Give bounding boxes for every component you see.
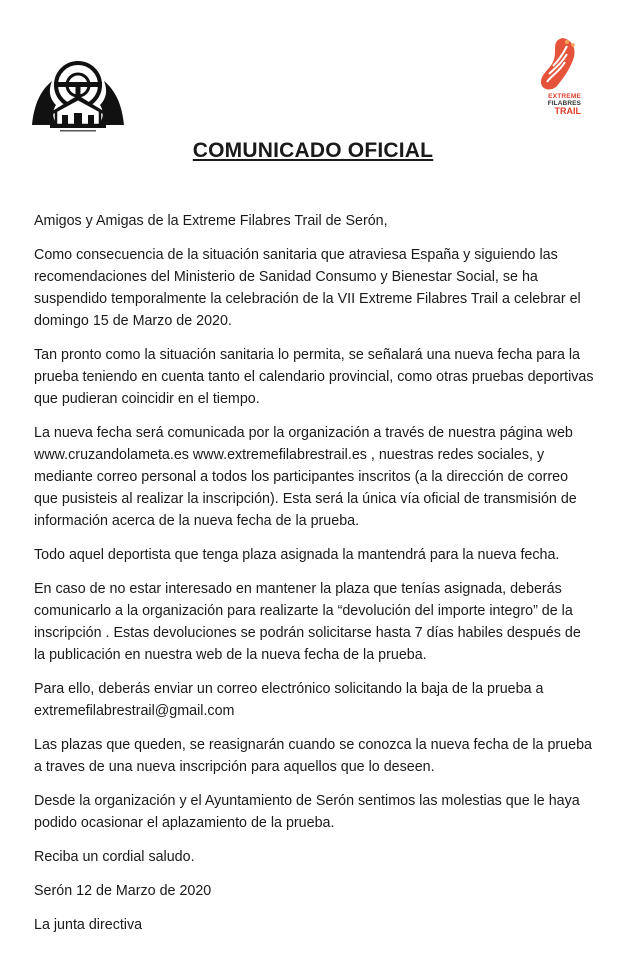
logo-text-line-3: TRAIL [554,106,581,116]
document-title: COMUNICADO OFICIAL [192,139,434,162]
paragraph-reassignment: Las plazas que queden, se reasignarán cuando se conozca la nueva fecha de la prueba a traves de una nueva inscripción para aquellos que lo deseen. [34,737,592,775]
paragraph-email-request: Para ello, deberás enviar un correo electrónico solicitando la baja de la prueba a extremefilabrestrail@gmail.com [34,681,544,719]
paragraph-farewell: Reciba un cordial saludo. [34,849,195,865]
paragraph-suspension: Como consecuencia de la situación sanitaria que atraviesa España y siguiendo las recomendaciones del Ministerio de Sanidad Consumo y Bienestar Social, se ha suspendido temporalmente la celebración de la VII Extreme Filabres Trail a celebrar el domingo 15 de Marzo de 2020. [34,247,581,329]
paragraph-date: Serón 12 de Marzo de 2020 [34,883,212,899]
signature: La junta directiva [34,917,143,933]
paragraph-new-date: Tan pronto como la situación sanitaria lo permita, se señalará una nueva fecha para la prueba teniendo en cuenta tanto el calendario provincial, como otras pruebas deportivas que pudieran coincidir en el tiempo. [34,347,594,407]
paragraph-apology: Desde la organización y el Ayuntamiento de Serón sentimos las molestias que le haya podido ocasionar el aplazamiento de la prueba. [34,793,580,831]
paragraph-communication: La nueva fecha será comunicada por la organización a través de nuestra página web www.cruzandolameta.es www.extremefilabrestrail.es , nuestras redes sociales, y mediante correo personal a todos los participantes inscritos (a la dirección de correo que pusisteis al realizar la inscripción). Esta será la única vía oficial de transmisión de información acerca de la nueva fecha de la prueba. [34,425,577,529]
logo-text-line-2: FILABRES [547,100,581,107]
extreme-filabres-trail-footprint-icon [533,36,581,92]
paragraph-slots-kept: Todo aquel deportista que tenga plaza asignada la mantendrá para la nueva fecha. [34,547,560,563]
letter-body [34,210,594,914]
paragraph-refund: En caso de no estar interesado en mantener la plaza que tenías asignada, deberás comunicarlo a la organización para realizarte la “devolución del importe integro” de la inscripción . Estas devoluciones se podrán solicitarse hasta 7 días habiles después de la publicación en nuestra web de la nueva fecha de la prueba. [34,581,581,663]
extreme-filabres-trail-logo [533,36,581,114]
logo-text-line-1: EXTREME [548,93,581,100]
greeting-paragraph: Amigos y Amigas de la Extreme Filabres Trail de Serón, [34,213,388,229]
mountain-club-emblem-icon [30,55,126,135]
